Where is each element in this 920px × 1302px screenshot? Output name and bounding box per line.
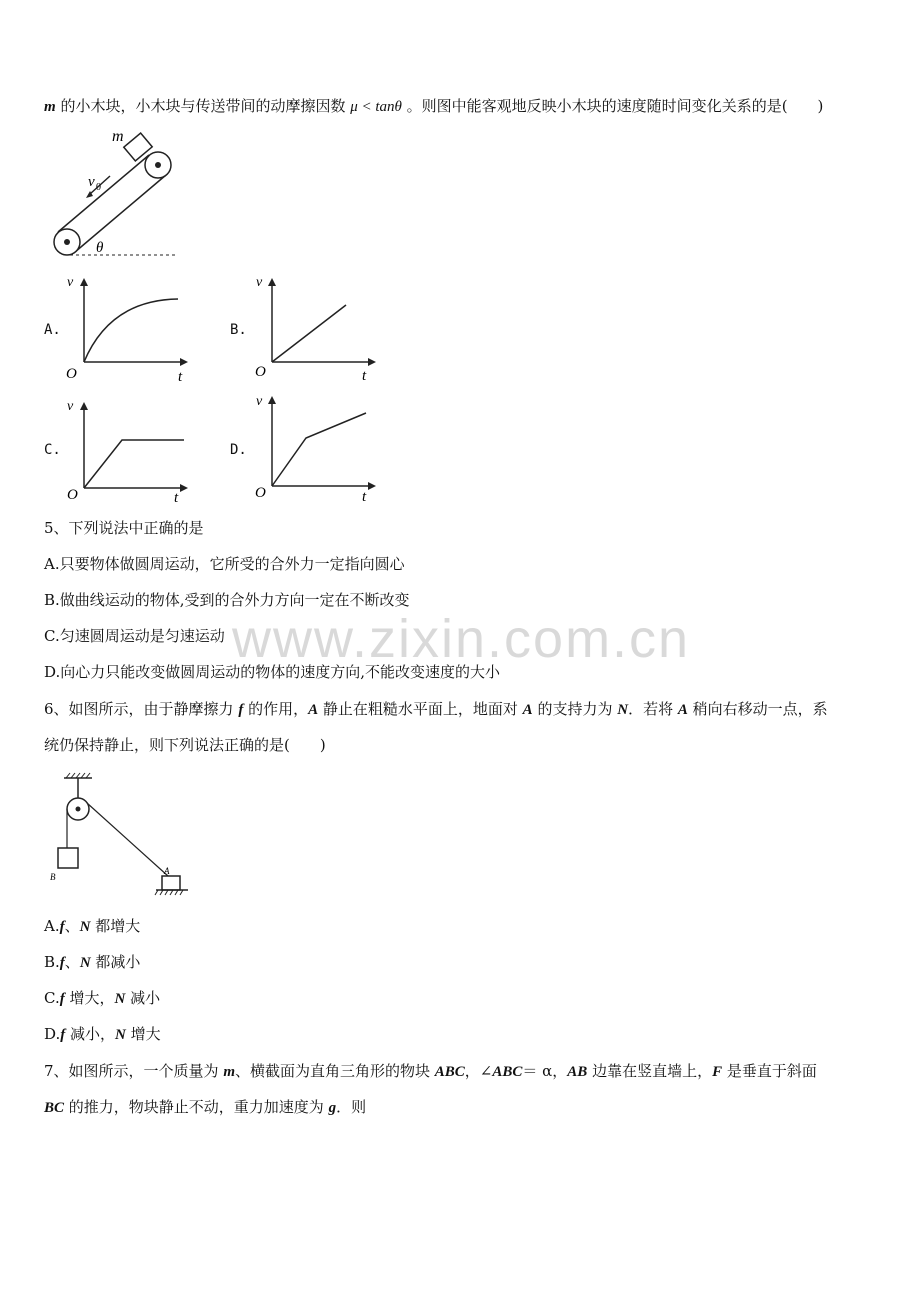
- force-symbol: F: [712, 1064, 723, 1080]
- q6-text: 的支持力为: [532, 700, 618, 718]
- edge-bc-symbol: BC: [44, 1100, 65, 1116]
- block-a-symbol: A: [677, 702, 688, 718]
- mass-symbol: m: [44, 99, 56, 115]
- v-axis-label: v: [67, 275, 74, 290]
- normal-force-symbol: N: [79, 919, 91, 935]
- v-axis-label: v: [256, 394, 263, 409]
- friction-symbol: f: [59, 991, 65, 1007]
- option-d-label: D.: [230, 442, 247, 458]
- friction-symbol: f: [238, 702, 244, 718]
- option-b-graph: [250, 268, 390, 382]
- q6-option-c: [44, 987, 160, 1010]
- q6-text: ．若将: [628, 700, 678, 718]
- option-d-graph: [250, 386, 390, 506]
- q7-text: 、横截面为直角三角形的物块: [235, 1062, 435, 1080]
- q4-stem-text: 的小木块，小木块与传送带间的动摩擦因数: [55, 97, 351, 115]
- block-b: [58, 848, 78, 868]
- watermark: www.zixin.com.cn: [232, 609, 691, 669]
- q6-text: 6、如图所示，由于静摩擦力: [44, 700, 239, 718]
- q6-stem-line-1: [44, 698, 828, 721]
- option-c-label: C.: [44, 442, 61, 458]
- option-text: 都增大: [90, 917, 141, 935]
- q5-option-b: B.做曲线运动的物体,受到的合外力方向一定在不断改变: [44, 591, 410, 609]
- option-prefix: C.: [44, 989, 60, 1007]
- separator: 减小，: [65, 1025, 116, 1043]
- gravity-symbol: g: [328, 1100, 337, 1116]
- angle-symbol: ABC: [492, 1064, 523, 1080]
- conveyor-belt-figure: [48, 124, 188, 264]
- q5-option-d: D.向心力只能改变做圆周运动的物体的速度方向,不能改变速度的大小: [44, 663, 501, 681]
- friction-condition: μ < tanθ: [350, 99, 402, 115]
- separator: 、: [64, 917, 80, 935]
- q5-option-c: C.匀速圆周运动是匀速运动: [44, 627, 225, 645]
- q7-stem-line-1: [44, 1060, 817, 1083]
- option-a-label: A.: [44, 322, 61, 338]
- t-axis-label: t: [178, 369, 183, 382]
- option-b-label: B.: [230, 322, 247, 338]
- origin-label: O: [255, 485, 266, 501]
- block-a-symbol: A: [522, 702, 533, 718]
- q6-option-d: [44, 1023, 161, 1046]
- block-b-label: B: [50, 872, 56, 882]
- friction-symbol: f: [60, 1027, 66, 1043]
- origin-label: O: [66, 366, 77, 382]
- q6-stem-line-2: 统仍保持静止，则下列说法正确的是( ): [44, 736, 326, 754]
- q7-text: 是垂直于斜面: [722, 1062, 817, 1080]
- q7-text: 边靠在竖直墙上，: [587, 1062, 713, 1080]
- edge-ab-symbol: AB: [567, 1064, 588, 1080]
- block-a: [162, 876, 180, 890]
- option-c-graph: [62, 392, 202, 506]
- q4-stem-text-3: 化关系的是( ): [706, 97, 824, 115]
- friction-symbol: f: [59, 955, 65, 971]
- q4-stem-line: [44, 95, 823, 118]
- velocity-label: v: [88, 174, 95, 190]
- t-axis-label: t: [362, 489, 367, 505]
- normal-force-symbol: N: [79, 955, 91, 971]
- option-text: 增大: [125, 1025, 161, 1043]
- q7-text: 7、如图所示，一个质量为: [44, 1062, 224, 1080]
- angle-label: θ: [96, 240, 104, 256]
- friction-symbol: f: [59, 919, 65, 935]
- option-prefix: A.: [44, 917, 60, 935]
- velocity-subscript: 0: [96, 182, 101, 193]
- q7-stem-line-2: [44, 1096, 366, 1119]
- separator: 增大，: [64, 989, 115, 1007]
- block-a-label: A: [164, 866, 170, 876]
- block-a-symbol: A: [308, 702, 319, 718]
- t-axis-label: t: [362, 368, 367, 382]
- q7-text: ，∠: [464, 1062, 493, 1080]
- option-text: 减小: [125, 989, 161, 1007]
- q6-option-a: [44, 915, 140, 938]
- normal-force-symbol: N: [617, 702, 629, 718]
- normal-force-symbol: N: [114, 991, 126, 1007]
- v-axis-label: v: [67, 399, 74, 414]
- q6-option-b: [44, 951, 140, 974]
- option-a-graph: [62, 268, 202, 382]
- origin-label: O: [255, 364, 266, 380]
- q6-text: 静止在粗糙水平面上，地面对: [318, 700, 523, 718]
- pulley-figure: [48, 772, 188, 902]
- triangle-symbol: ABC: [434, 1064, 465, 1080]
- separator: 、: [64, 953, 80, 971]
- mass-symbol: m: [223, 1064, 235, 1080]
- q6-text: 稍向右移动一点，系: [687, 700, 828, 718]
- q5-stem: 5、下列说法中正确的是: [44, 519, 204, 537]
- q7-text: 的推力，物块静止不动，重力加速度为: [64, 1098, 329, 1116]
- origin-label: O: [67, 487, 78, 503]
- t-axis-label: t: [174, 490, 179, 506]
- normal-force-symbol: N: [115, 1027, 126, 1043]
- q5-option-a: A.只要物体做圆周运动，它所受的合外力一定指向圆心: [44, 555, 405, 573]
- v-axis-label: v: [256, 275, 263, 290]
- q7-text: ＝ α，: [522, 1062, 568, 1080]
- q6-text: 的作用，: [243, 700, 309, 718]
- option-text: 都减小: [90, 953, 141, 971]
- option-prefix: D.: [44, 1025, 61, 1043]
- option-prefix: B.: [44, 953, 60, 971]
- q7-text: ．则: [336, 1098, 367, 1116]
- q4-stem-text-2: 。则图中能客观地反映小木块的速度随时间变: [401, 97, 707, 115]
- block-label: m: [112, 128, 124, 145]
